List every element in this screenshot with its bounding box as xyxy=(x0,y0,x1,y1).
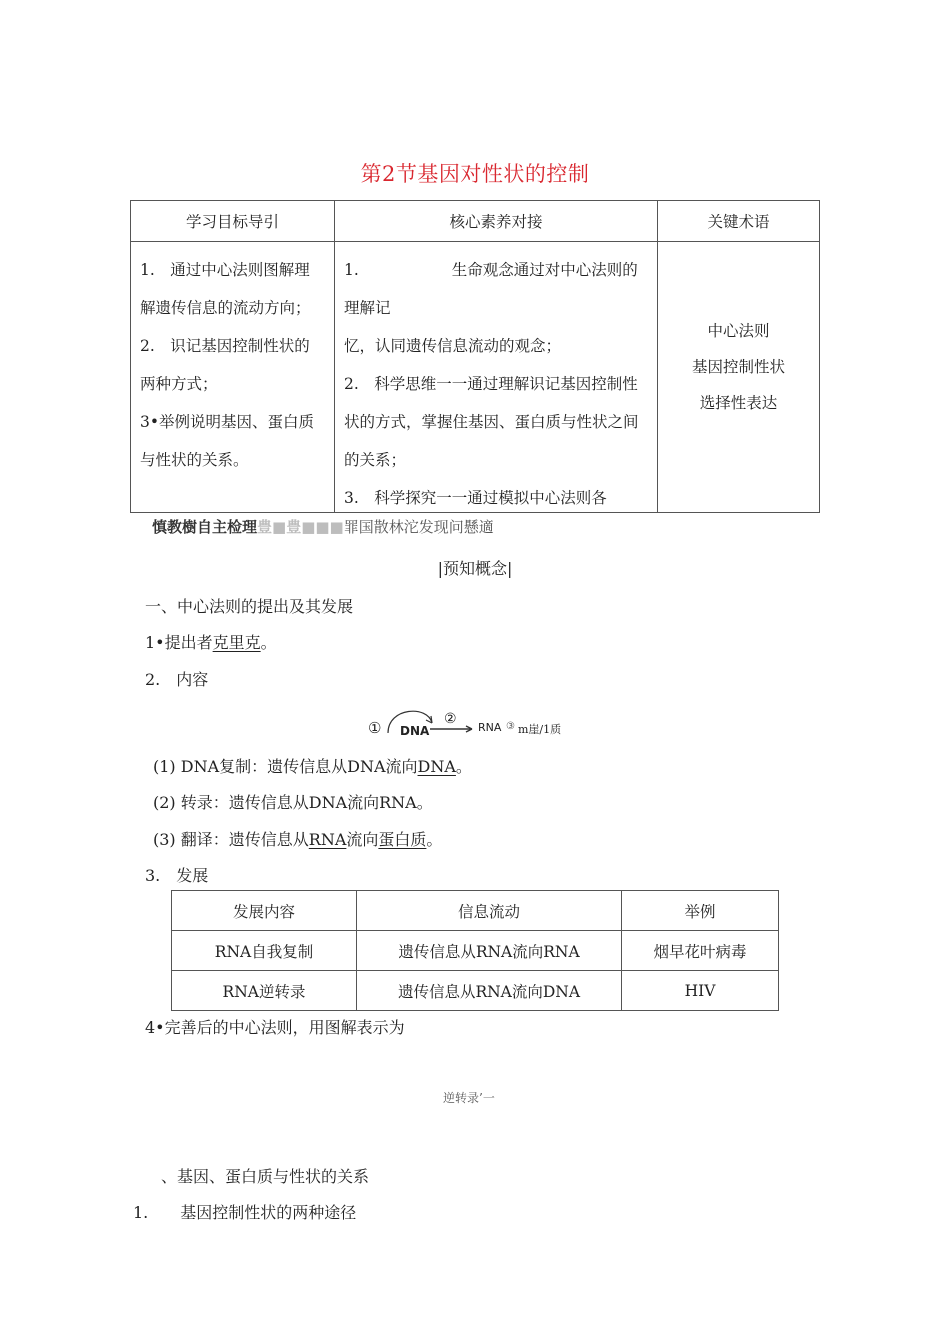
goal-item: 2. 识记基因控制性状的两种方式； xyxy=(140,337,310,393)
line-text: (1) DNA复制：遗传信息从DNA流向 xyxy=(153,757,418,776)
table-cell: RNA逆转录 xyxy=(172,971,357,1011)
table-header: 学习目标导引 xyxy=(131,201,335,242)
line-translation xyxy=(153,827,442,850)
item-development: 3. 发展 xyxy=(145,866,209,885)
literacy-item: 1. 生命观念通过对中心法则的理解记 xyxy=(344,261,638,317)
table-header: 关键术语 xyxy=(658,201,820,242)
banner-tail: 罪国散林沱发现问懸適 xyxy=(343,518,494,536)
preview-concepts-label: |预知概念| xyxy=(437,559,513,578)
rna-label: RNA xyxy=(478,721,502,734)
answer-blank: DNA xyxy=(417,757,456,776)
reverse-transcription-label: 逆转录’一 xyxy=(443,1091,495,1105)
line-text: 。 xyxy=(455,757,472,776)
line-text: (3) 翻译：遗传信息从 xyxy=(153,830,309,849)
objectives-table xyxy=(130,200,820,513)
line-text: 流向 xyxy=(346,830,379,849)
subsection-pathways: 1. 基因控制性状的两种途径 xyxy=(133,1203,357,1222)
table-header: 信息流动 xyxy=(357,891,622,931)
line-replication xyxy=(153,754,472,777)
table-cell: 遗传信息从RNA流向RNA xyxy=(357,931,622,971)
step-marker: ② xyxy=(444,711,457,727)
item-proposer xyxy=(145,630,277,653)
line-text: 。 xyxy=(426,830,443,849)
dna-label: DNA xyxy=(400,724,430,738)
banner-mark: 豊■豊■■■ xyxy=(257,518,344,536)
literacy-cell xyxy=(335,242,658,513)
line-transcription: (2) 转录：遗传信息从DNA流向RNA。 xyxy=(153,793,433,812)
protein-label: m崖/1质 xyxy=(518,723,562,736)
goal-item: 1. 通过中心法则图解理解遗传信息的流动方向； xyxy=(140,261,311,317)
section-heading-1: 一、中心法则的提出及其发展 xyxy=(145,597,354,616)
table-cell: HIV xyxy=(622,971,779,1011)
section-heading-2: 、基因、蛋白质与性状的关系 xyxy=(161,1167,370,1186)
banner-title: 慎教樹自主检理 xyxy=(152,518,258,536)
item-text: 。 xyxy=(260,633,277,652)
answer-blank: 蛋白质 xyxy=(378,830,427,849)
table-row xyxy=(172,931,779,971)
literacy-item: 3. 科学探究一一通过模拟中心法则各 xyxy=(344,489,607,507)
literacy-item: 忆，认同遗传信息流动的观念； xyxy=(344,337,562,355)
table-cell: 烟早花叶病毒 xyxy=(622,931,779,971)
goal-item: 3•举例说明基因、蛋白质与性状的关系。 xyxy=(140,413,315,469)
table-header: 举例 xyxy=(622,891,779,931)
literacy-item: 2. 科学思维一一通过理解识记基因控制性状的方式，掌握住基因、蛋白质与性状之间的关系； xyxy=(344,375,639,469)
item-complete-dogma: 4•完善后的中心法则，用图解表示为 xyxy=(145,1018,405,1037)
item-content: 2. 内容 xyxy=(145,670,209,689)
keyword: 中心法则 xyxy=(707,322,770,340)
goals-cell xyxy=(131,242,335,513)
answer-blank: 克里克 xyxy=(212,633,261,652)
table-row xyxy=(172,971,779,1011)
answer-blank: RNA xyxy=(308,830,347,849)
table-header: 发展内容 xyxy=(172,891,357,931)
central-dogma-diagram xyxy=(366,703,586,749)
item-text: 1•提出者 xyxy=(145,633,213,652)
table-header: 核心素养对接 xyxy=(335,201,658,242)
development-table xyxy=(171,890,779,1011)
step-marker: ① xyxy=(368,719,382,737)
keyword: 选择性表达 xyxy=(699,394,778,412)
table-cell: RNA自我复制 xyxy=(172,931,357,971)
page-title: 第2节基因对性状的控制 xyxy=(360,162,590,186)
keywords-cell xyxy=(658,242,820,513)
step-marker: ③ xyxy=(506,721,515,732)
table-cell: 遗传信息从RNA流向DNA xyxy=(357,971,622,1011)
keyword: 基因控制性状 xyxy=(691,358,785,376)
section-banner xyxy=(152,516,494,537)
